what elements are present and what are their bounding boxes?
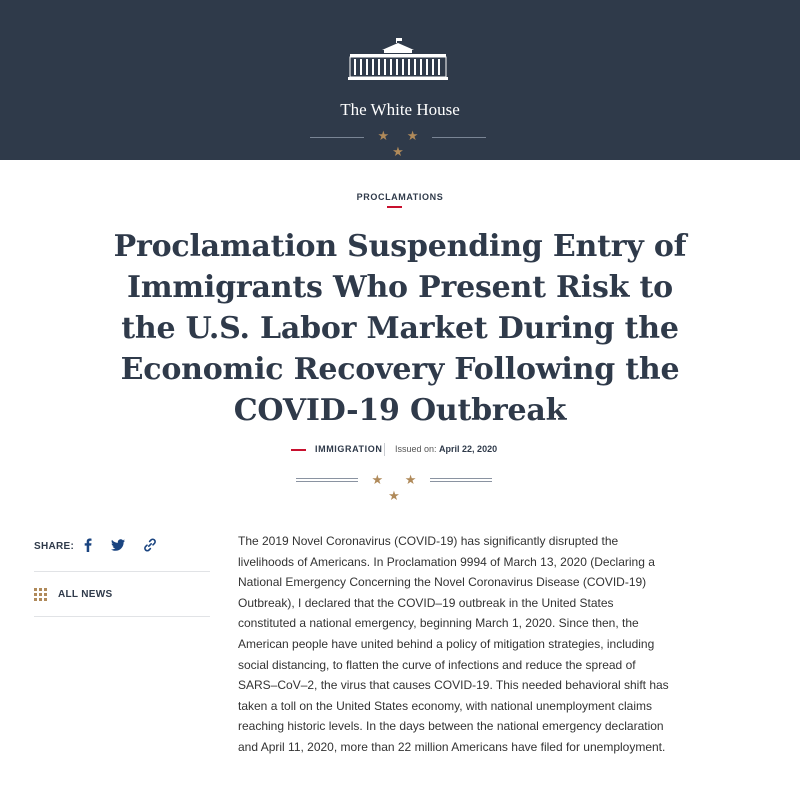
header-divider [310,128,486,159]
article-meta [0,443,800,457]
star-divider-icon: ★ ★ ★ [377,128,426,159]
article-body: The 2019 Novel Coronavirus (COVID-19) has significantly disrupted the livelihoods of Americans. In Proclamation 9994 of March 13, 2020 (Declaring a National Emergency Concerning the Novel Coronavirus Disease (COVID-19) Outbreak), I declared that the COVID–19 outbreak in the United States constituted a national emergency, beginning March 1, 2020. Since then, the American people have united behind a policy of mitigation strategies, including social distancing, to flatten the curve of infections and reduce the spread of SARS–CoV–2, the virus that causes COVID-19. This needed behavioral shift has taken a toll on the United States economy, with national unemployment claims reaching historic levels. In the days between the national emergency declaration and April 11, 2020, more than 22 million Americans have filed for unemployment. [238,534,669,754]
share-label: SHARE: [34,541,75,552]
sidebar-divider [34,571,210,572]
category-link[interactable]: PROCLAMATIONS [356,192,444,202]
page-title: Proclamation Suspending Entry of Immigrants Who Present Risk to the U.S. Labor Market During the Economic Recovery Following the COVID-19 Outbreak [113,229,687,428]
twitter-icon[interactable] [110,537,126,553]
category-underline [387,206,402,208]
issued-date-value: April 22, 2020 [439,444,498,454]
issued-label: Issued on: [395,444,437,454]
meta-separator [384,443,385,456]
sidebar-divider [34,616,210,617]
star-divider-icon: ★ ★ ★ [371,472,426,503]
topic-link[interactable]: IMMIGRATION [315,444,383,454]
all-news-link[interactable] [34,586,210,604]
link-icon[interactable] [142,537,158,553]
facebook-icon[interactable] [80,537,96,553]
white-house-icon[interactable] [348,36,448,82]
grid-icon [34,588,48,602]
issued-date [395,444,497,454]
site-title[interactable]: The White House [340,100,460,119]
topic-accent-line [291,449,306,451]
all-news-label: ALL NEWS [58,589,113,600]
content-divider [296,470,492,503]
share-bar [34,536,210,556]
site-header [0,0,800,160]
